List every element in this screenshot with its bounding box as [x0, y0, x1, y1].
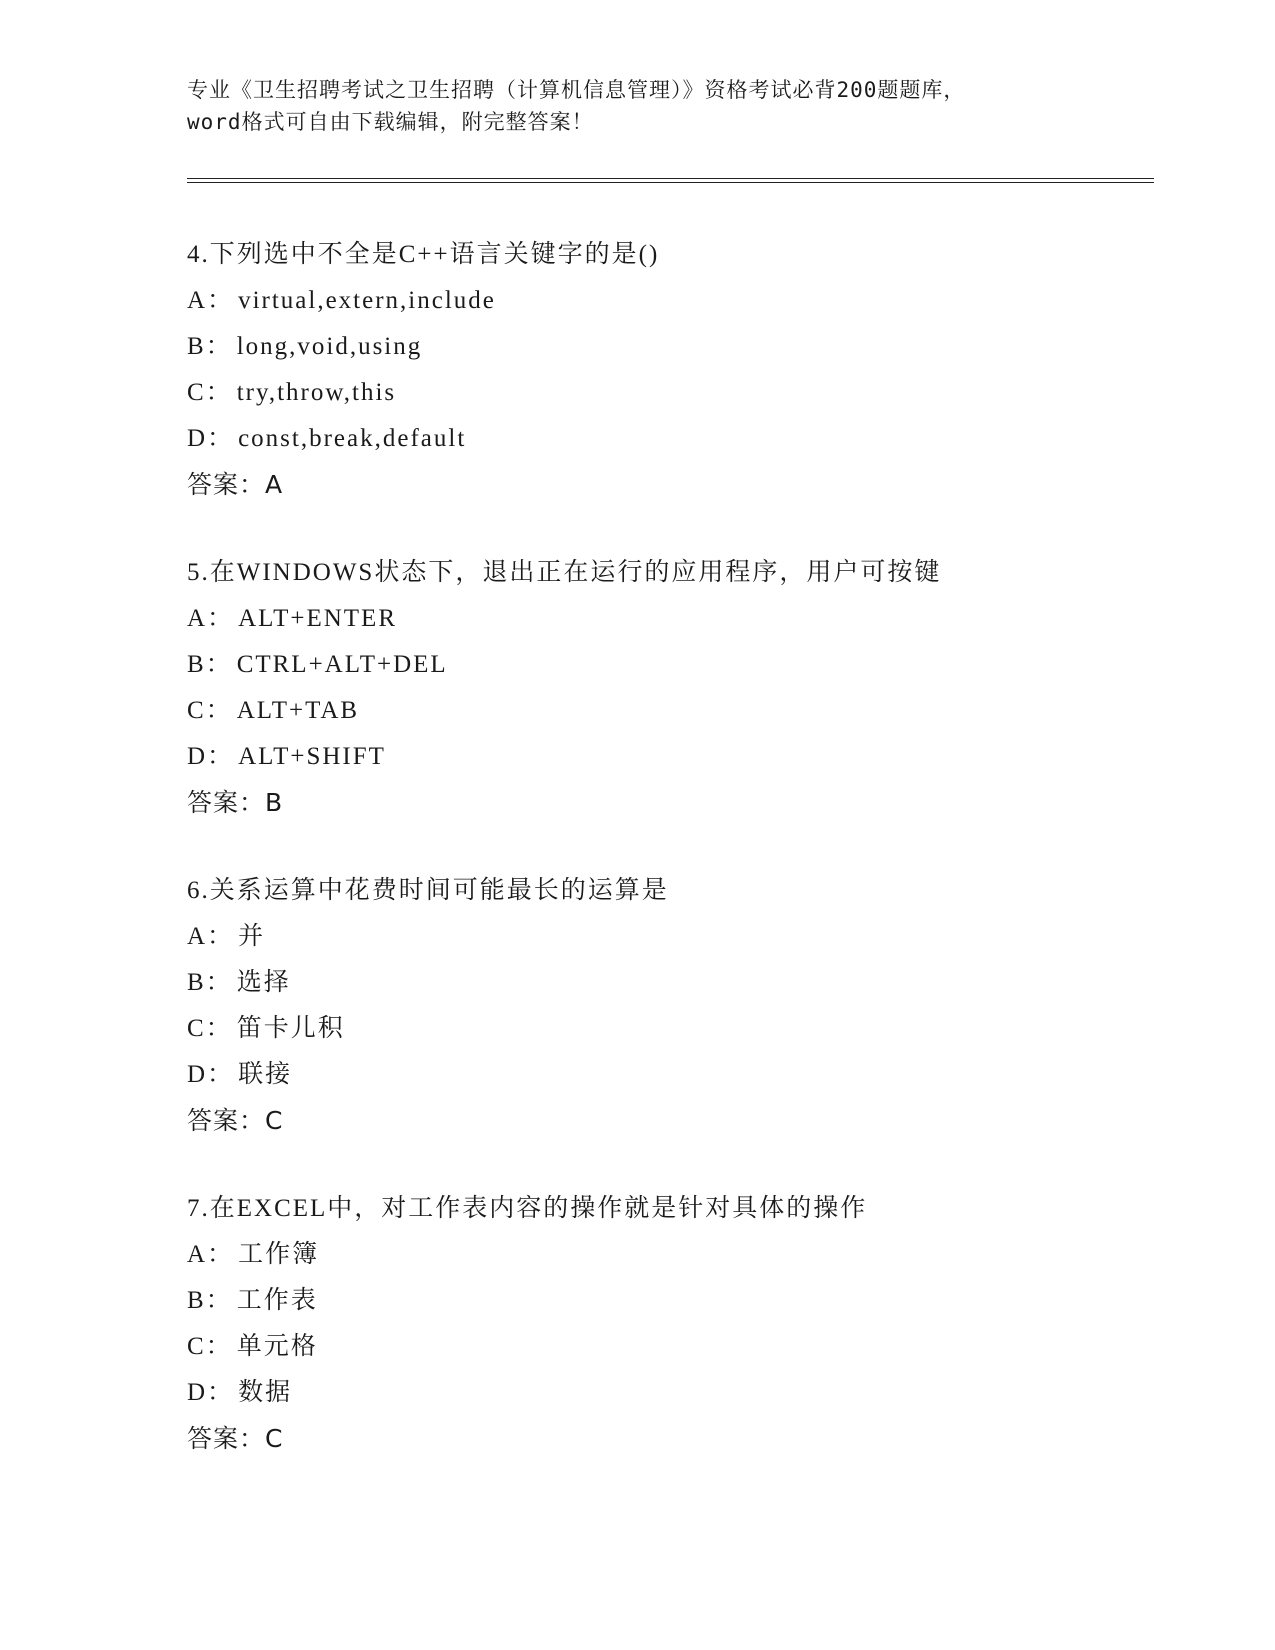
- option-letter: D：: [187, 1379, 235, 1406]
- option-text: ALT+TAB: [236, 697, 360, 724]
- option-letter: D：: [187, 743, 235, 770]
- option-letter: C：: [187, 697, 233, 724]
- question-stem: 6.关系运算中花费时间可能最长的运算是: [187, 877, 669, 904]
- option-c: [187, 1006, 1147, 1052]
- option-d: [187, 734, 1147, 780]
- header-divider-bottom: [187, 182, 1154, 183]
- document-header: [187, 74, 1087, 138]
- header-line-1: 专业《卫生招聘考试之卫生招聘（计算机信息管理）》资格考试必背200题题库，: [187, 78, 966, 102]
- option-c: [187, 1324, 1147, 1370]
- option-text: try,throw,this: [236, 379, 397, 406]
- answer-line: 答案：B: [187, 788, 284, 817]
- option-text: 工作表: [236, 1287, 318, 1314]
- option-letter: A：: [187, 923, 235, 950]
- option-b: [187, 960, 1147, 1006]
- option-letter: B：: [187, 651, 233, 678]
- option-letter: D：: [187, 1061, 235, 1088]
- option-letter: A：: [187, 287, 235, 314]
- option-text: ALT+ENTER: [238, 605, 398, 632]
- option-a: [187, 1232, 1147, 1278]
- option-text: 工作簿: [238, 1241, 320, 1268]
- option-text: 并: [238, 923, 266, 950]
- question-stem: 5.在WINDOWS状态下，退出正在运行的应用程序，用户可按键: [187, 559, 942, 586]
- option-c: [187, 370, 1147, 416]
- option-letter: A：: [187, 605, 235, 632]
- option-a: [187, 914, 1147, 960]
- option-c: [187, 688, 1147, 734]
- option-text: 选择: [236, 969, 291, 996]
- question-5: [187, 550, 1147, 826]
- option-text: 单元格: [236, 1333, 318, 1360]
- question-7: [187, 1186, 1147, 1462]
- option-letter: B：: [187, 333, 233, 360]
- option-letter: B：: [187, 1287, 233, 1314]
- option-text: CTRL+ALT+DEL: [236, 651, 448, 678]
- question-stem: 7.在EXCEL中，对工作表内容的操作就是针对具体的操作: [187, 1195, 868, 1222]
- option-text: virtual,extern,include: [238, 287, 496, 314]
- option-b: [187, 324, 1147, 370]
- option-text: long,void,using: [236, 333, 423, 360]
- option-d: [187, 1052, 1147, 1098]
- answer-line: 答案：C: [187, 1106, 284, 1135]
- header-line-2: word格式可自由下载编辑，附完整答案！: [187, 110, 594, 134]
- option-letter: A：: [187, 1241, 235, 1268]
- option-text: const,break,default: [238, 425, 467, 452]
- option-letter: C：: [187, 1333, 233, 1360]
- question-4: [187, 232, 1147, 508]
- option-text: 联接: [238, 1061, 293, 1088]
- option-a: [187, 596, 1147, 642]
- option-letter: D：: [187, 425, 235, 452]
- option-text: 笛卡儿积: [236, 1015, 345, 1042]
- option-letter: B：: [187, 969, 233, 996]
- answer-line: 答案：A: [187, 470, 284, 499]
- option-b: [187, 642, 1147, 688]
- option-d: [187, 1370, 1147, 1416]
- question-stem: 4.下列选中不全是C++语言关键字的是(): [187, 241, 660, 268]
- option-text: ALT+SHIFT: [238, 743, 386, 770]
- option-letter: C：: [187, 379, 233, 406]
- option-a: [187, 278, 1147, 324]
- question-6: [187, 868, 1147, 1144]
- option-letter: C：: [187, 1015, 233, 1042]
- option-b: [187, 1278, 1147, 1324]
- option-text: 数据: [238, 1379, 293, 1406]
- answer-line: 答案：C: [187, 1424, 284, 1453]
- option-d: [187, 416, 1147, 462]
- header-divider-top: [187, 178, 1154, 179]
